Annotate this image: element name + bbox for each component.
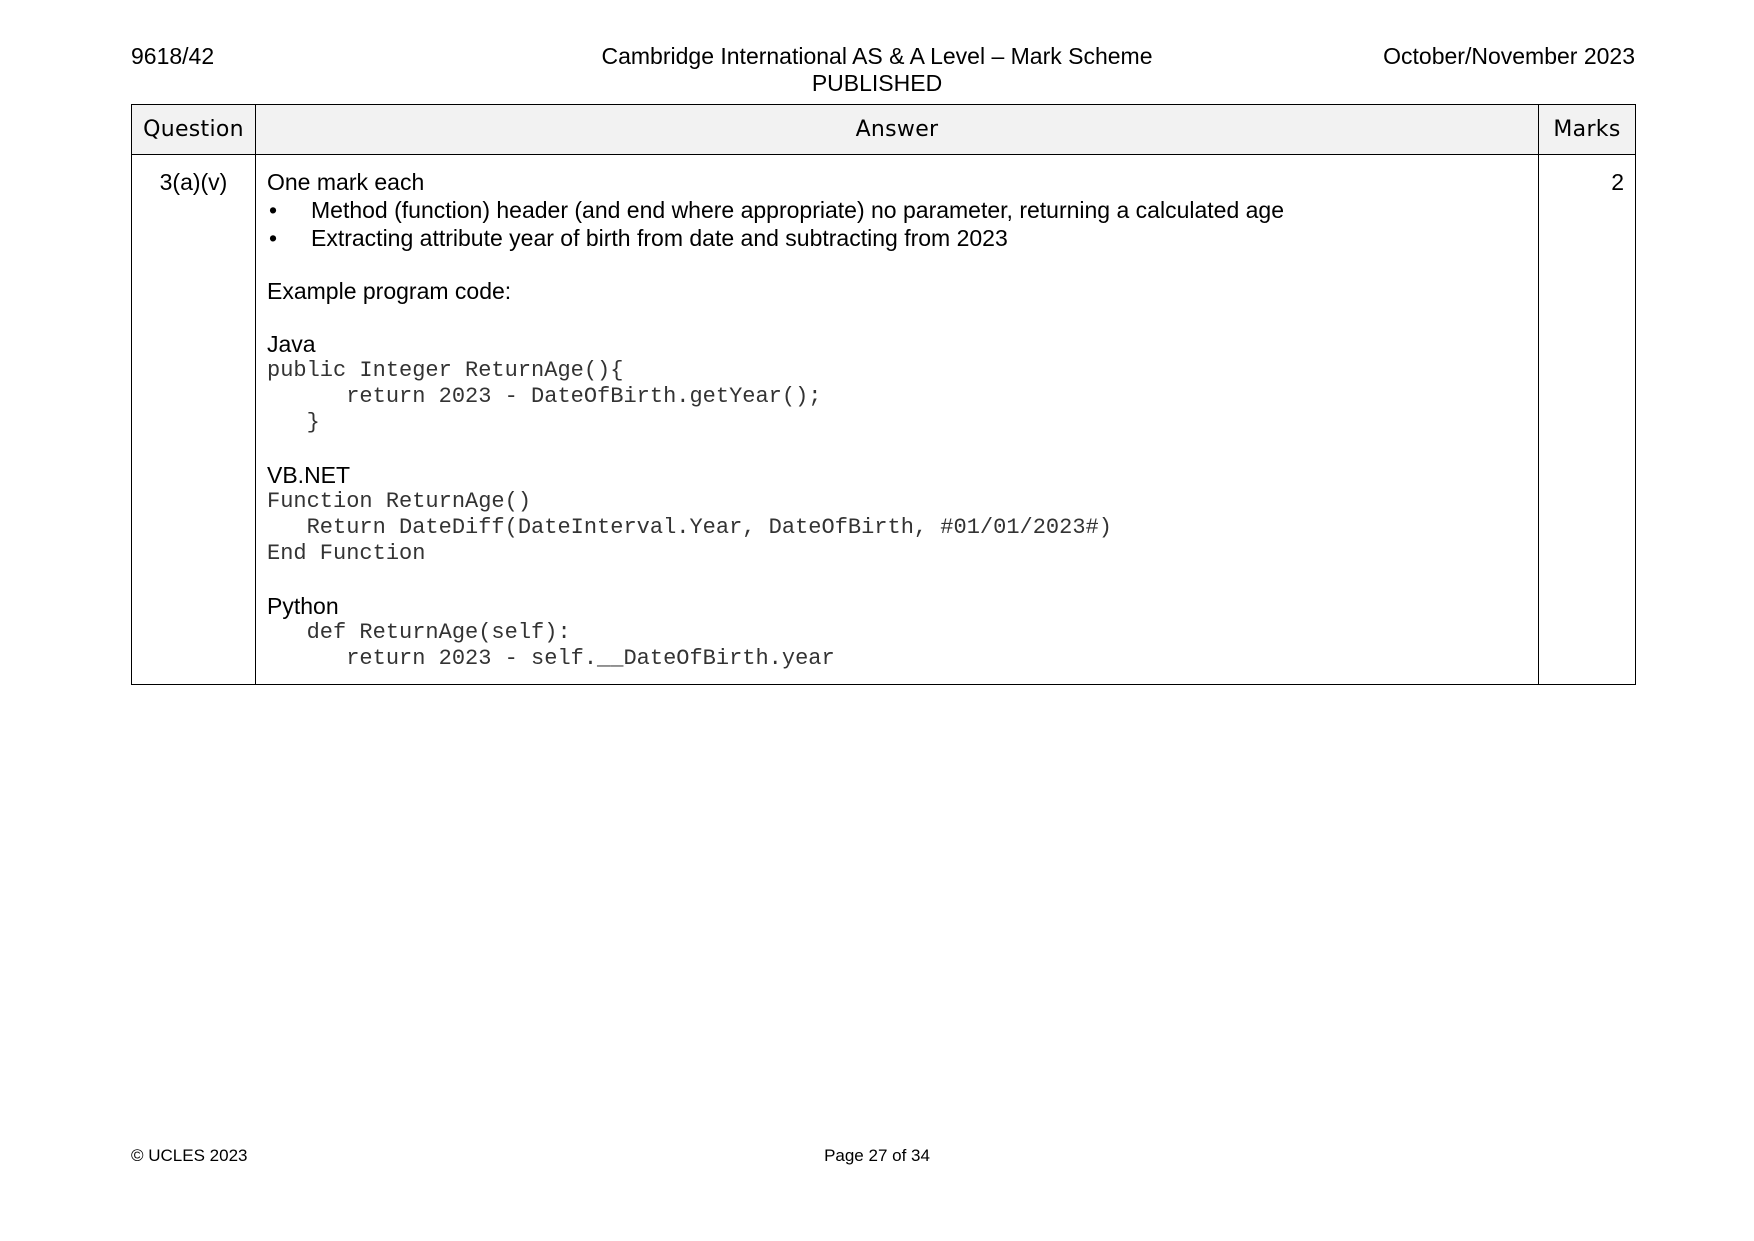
code-block-java: public Integer ReturnAge(){ return 2023 - DateOfBirth.getYear(); } <box>267 358 822 435</box>
table-header-row <box>132 105 1636 155</box>
column-header-marks: Marks <box>1539 105 1636 155</box>
answer-cell <box>256 155 1539 685</box>
language-heading-java: Java <box>267 331 316 357</box>
copyright-notice: © UCLES 2023 <box>131 1146 248 1165</box>
marking-point-text: Method (function) header (and end where appropriate) no parameter, returning a calculated age <box>311 197 1284 223</box>
answer-intro: One mark each <box>267 169 425 195</box>
marking-point <box>267 224 1528 252</box>
marking-point <box>267 196 1528 224</box>
column-header-answer: Answer <box>256 105 1539 155</box>
marking-points <box>267 196 1528 252</box>
bullet-icon: • <box>269 197 278 223</box>
marks-value: 2 <box>1539 155 1636 685</box>
document-title: Cambridge International AS & A Level – Mark Scheme <box>601 43 1153 69</box>
example-label: Example program code: <box>267 278 512 304</box>
marking-point-text: Extracting attribute year of birth from date and subtracting from 2023 <box>311 225 1008 251</box>
mark-scheme-table <box>131 104 1636 685</box>
document-subtitle: PUBLISHED <box>811 70 943 96</box>
bullet-icon: • <box>269 225 278 251</box>
language-heading-python: Python <box>267 593 339 619</box>
language-heading-vbnet: VB.NET <box>267 462 351 488</box>
exam-session: October/November 2023 <box>1383 43 1635 69</box>
question-number: 3(a)(v) <box>132 155 256 685</box>
column-header-question: Question <box>132 105 256 155</box>
page-number: Page 27 of 34 <box>824 1146 930 1165</box>
code-block-vbnet: Function ReturnAge() Return DateDiff(DateInterval.Year, DateOfBirth, #01/01/2023#) End Function <box>267 489 1112 566</box>
table-row <box>132 155 1636 685</box>
code-block-python: def ReturnAge(self): return 2023 - self.__DateOfBirth.year <box>306 620 835 671</box>
paper-code: 9618/42 <box>131 43 215 69</box>
